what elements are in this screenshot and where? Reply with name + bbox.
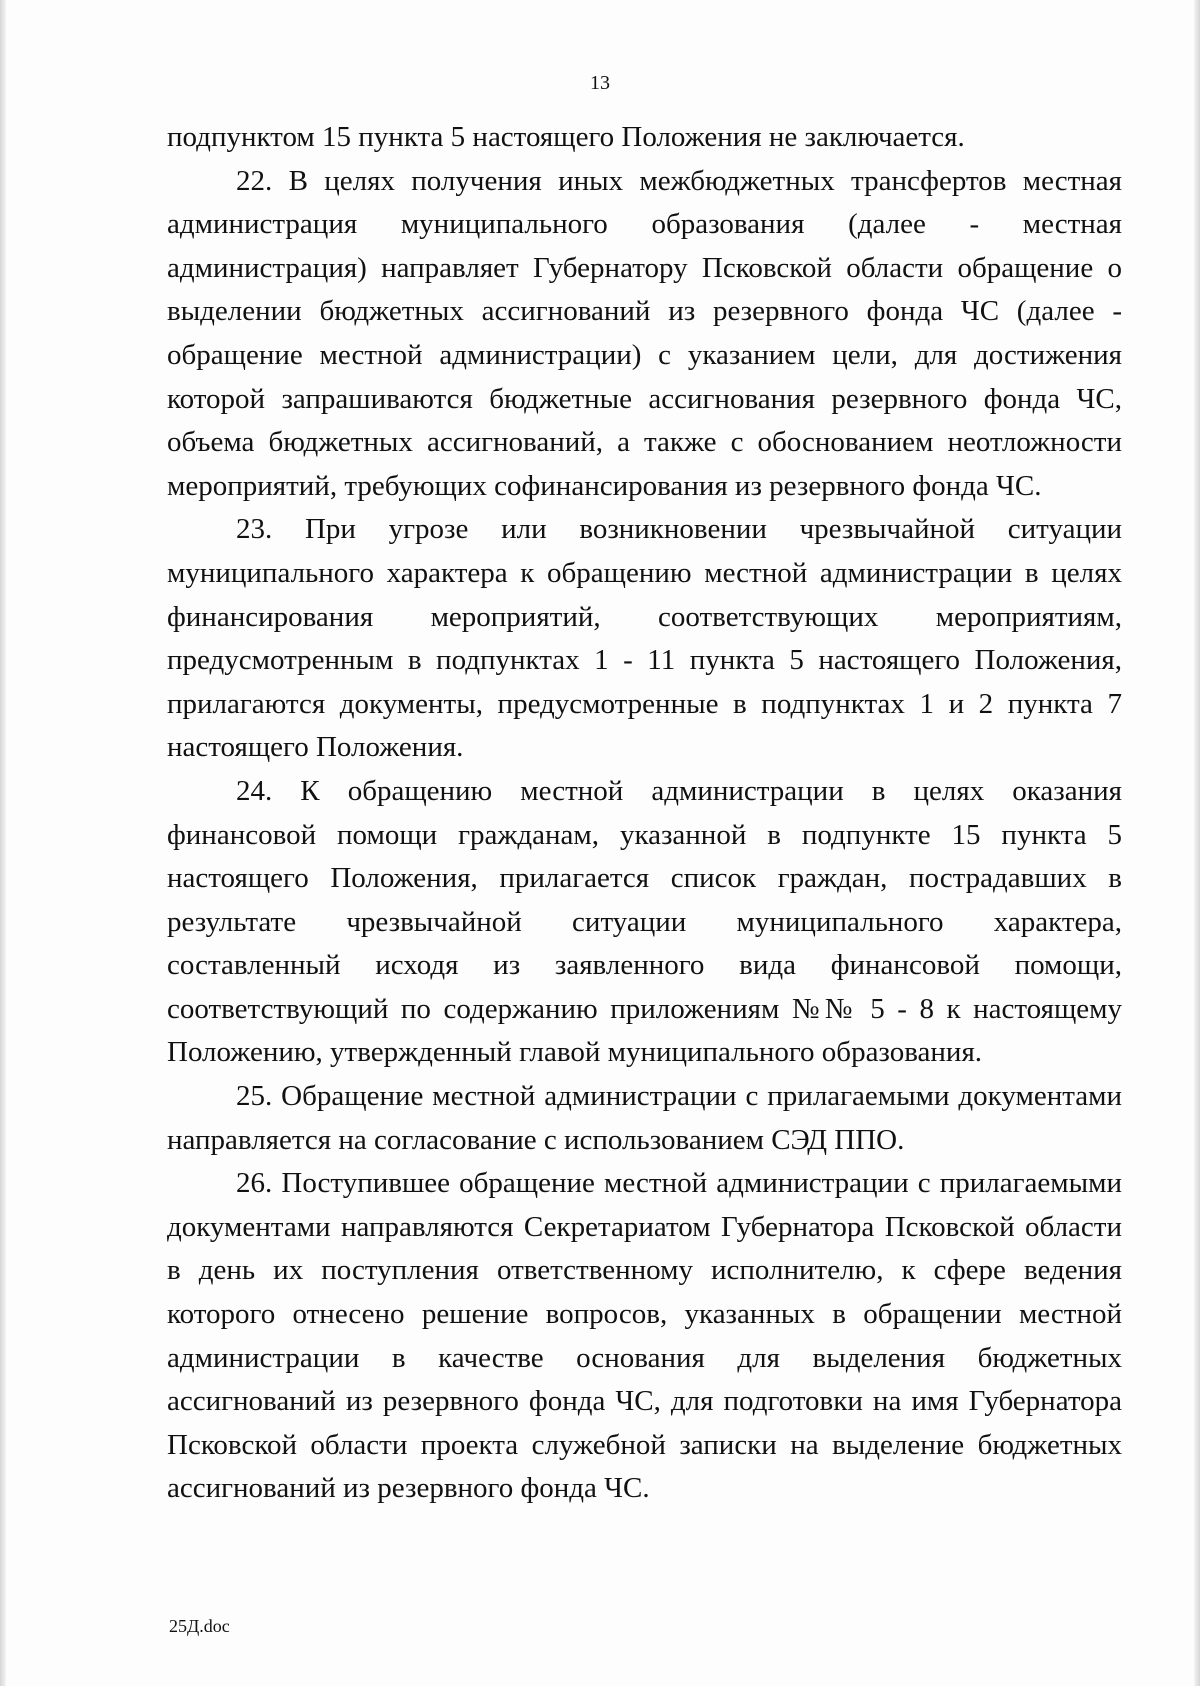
document-body [167,116,1122,1511]
paragraph-26: 26. Поступившее обращение местной администрации с прилагаемыми документами направляются Секретариатом Губернатора Псковской области в день их поступления ответственному исполнителю, к сфере ведения которого отнесено решение вопросов, указанных в обращении местной администрации в качестве основания для выделения бюджетных ассигнований из резервного фонда ЧС, для подготовки на имя Губернатора Псковской области проекта служебной записки на выделение бюджетных ассигнований из резервного фонда ЧС. [167,1167,1122,1505]
scan-edge-left [0,0,6,1686]
scan-edge-right [1194,0,1200,1686]
paragraph-23: 23. При угрозе или возникновении чрезвычайной ситуации муниципального характера к обращению местной администрации в целях финансирования мероприятий, соответствующих мероприятиям, предусмотренным в подпунктах 1 - 11 пункта 5 настоящего Положения, прилагаются документы, предусмотренные в подпунктах 1 и 2 пункта 7 настоящего Положения. [167,513,1122,764]
page-number: 13 [590,72,610,94]
paragraph-24: 24. К обращению местной администрации в целях оказания финансовой помощи гражданам, указанной в подпункте 15 пункта 5 настоящего Положения, прилагается список граждан, пострадавших в результате чрезвычайной ситуации муниципального характера, составленный исходя из заявленного вида финансовой помощи, соответствующий по содержанию приложениям №№ 5 - 8 к настоящему Положению, утвержденный главой муниципального образования. [167,774,1122,1069]
footer-file-name: 25Д.doc [169,1616,230,1636]
paragraph-continuation: подпунктом 15 пункта 5 настоящего Положения не заключается. [167,121,965,153]
paragraph-25: 25. Обращение местной администрации с прилагаемыми документами направляется на согласование с использованием СЭД ППО. [167,1080,1122,1156]
paragraph-22: 22. В целях получения иных межбюджетных трансфертов местная администрация муниципального образования (далее - местная администрация) направляет Губернатору Псковской области обращение о выделении бюджетных ассигнований из резервного фонда ЧС (далее - обращение местной администрации) с указанием цели, для достижения которой запрашиваются бюджетные ассигнования резервного фонда ЧС, объема бюджетных ассигнований, а также с обоснованием неотложности мероприятий, требующих софинансирования из резервного фонда ЧС. [167,164,1122,502]
